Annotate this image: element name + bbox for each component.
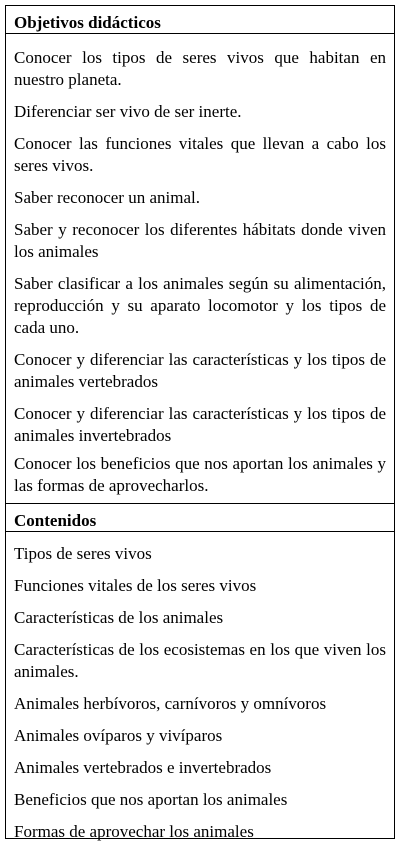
content-item: Características de los ecosistemas en los que viven los animales. xyxy=(14,640,386,681)
objective-item: Conocer y diferenciar las características y los tipos de animales vertebrados xyxy=(14,350,386,391)
objective-item: Conocer y diferenciar las características y los tipos de animales invertebrados xyxy=(14,404,386,445)
objective-item: Diferenciar ser vivo de ser inerte. xyxy=(14,102,242,121)
objective-item: Saber y reconocer los diferentes hábitats donde viven los animales xyxy=(14,220,386,261)
content-item: Animales herbívoros, carnívoros y omnívoros xyxy=(14,694,327,713)
content-item: Beneficios que nos aportan los animales xyxy=(14,790,288,809)
content-item: Tipos de seres vivos xyxy=(14,544,152,563)
objective-item: Saber clasificar a los animales según su alimentación, reproducción y su aparato locomotor y los tipos de cada uno. xyxy=(14,274,386,337)
objectives-list xyxy=(6,34,394,497)
content-item: Características de los animales xyxy=(14,608,224,627)
contents-list xyxy=(6,532,394,843)
content-item: Funciones vitales de los seres vivos xyxy=(14,576,257,595)
content-item: Animales ovíparos y vivíparos xyxy=(14,726,223,745)
objective-item: Conocer las funciones vitales que llevan a cabo los seres vivos. xyxy=(14,134,386,175)
objectives-contents-table xyxy=(5,5,395,839)
content-item: Formas de aprovechar los animales xyxy=(14,822,254,841)
content-item: Animales vertebrados e invertebrados xyxy=(14,758,272,777)
objective-item: Conocer los beneficios que nos aportan los animales y las formas de aprovecharlos. xyxy=(14,454,386,495)
objective-item: Saber reconocer un animal. xyxy=(14,188,200,207)
objectives-header: Objetivos didácticos xyxy=(6,6,394,34)
objective-item: Conocer los tipos de seres vivos que habitan en nuestro planeta. xyxy=(14,48,386,89)
contents-header: Contenidos xyxy=(6,503,394,532)
